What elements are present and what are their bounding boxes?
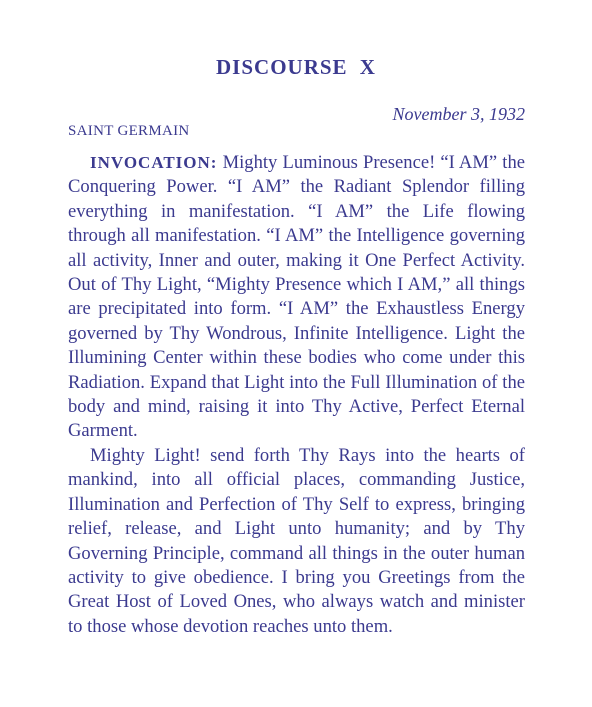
invocation-text: Mighty Luminous Presence! “I AM” the Conquering Power. “I AM” the Radiant Splendor filling everything in manifestation. “I AM” the Life flowing through all manifestation. “I AM” the Intelligence governing all activity, Inner and outer, making it One Perfect Activity. Out of Thy Light, “Mighty Presence which I AM,” all things are precipitated into form. “I AM” the Exhaustless Energy governed by Thy Wondrous, Infinite Intelligence. Light the Illumining Center within these bodies who come under this Radiation. Expand that Light into the Full Illumination of the body and mind, raising it into Thy Active, Perfect Eternal Garment. bbox=[68, 152, 525, 442]
discourse-date: November 3, 1932 bbox=[392, 104, 525, 124]
discourse-body bbox=[68, 151, 525, 639]
author-name: SAINT GERMAIN bbox=[68, 123, 190, 139]
paragraph-mighty-light: Mighty Light! send forth Thy Rays into the hearts of mankind, into all official places, commanding Justice, Illumination and Perfection of Thy Self to express, bringing relief, release, and Light unto humanity; and by Thy Governing Principle, command all things in the outer human activity to give obedience. I bring you Greetings from the Great Host of Loved Ones, who always watch and minister to those whose devotion reaches unto them. bbox=[68, 444, 525, 637]
paragraph-invocation bbox=[68, 151, 525, 444]
page-title: DISCOURSE X bbox=[216, 55, 376, 79]
invocation-lead: INVOCATION: bbox=[90, 153, 218, 172]
